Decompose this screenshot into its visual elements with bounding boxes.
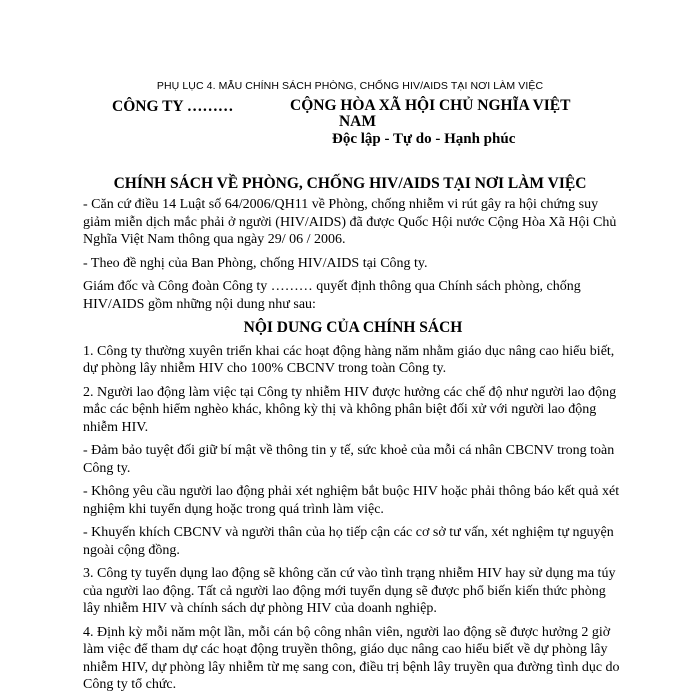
preamble-proposal: - Theo đề nghị của Ban Phòng, chống HIV/AIDS tại Công ty. (83, 255, 428, 271)
section-heading: NỘI DUNG CỦA CHÍNH SÁCH (243, 319, 463, 336)
policy-subitem-confidentiality: - Đảm bảo tuyệt đối giữ bí mật về thông tin y tế, sức khoẻ của mỗi cá nhân CBCNV trong toàn Công ty. (83, 443, 615, 476)
preamble-legal-basis: - Căn cứ điều 14 Luật số 64/2006/QH11 về Phòng, chống nhiễm vi rút gây ra hội chứng suy giảm miễn dịch mắc phải ở người (HIV/AIDS) đã được Quốc Hội nước Cộng Hòa Xã Hội Chủ Nghĩa Việt Nam thông qua ngày 29/ 06 / 2006. (83, 197, 617, 247)
national-title-line1: CỘNG HÒA XÃ HỘI CHỦ NGHĨA VIỆT (290, 97, 571, 114)
national-motto: Độc lập - Tự do - Hạnh phúc (332, 131, 516, 147)
preamble-decision: Giám đốc và Công đoàn Công ty ……… quyết định thông qua Chính sách phòng, chống HIV/AIDS gồm những nội dung như sau: (83, 279, 581, 312)
company-name: CÔNG TY ……… (112, 98, 234, 115)
policy-item-3: 3. Công ty tuyển dụng lao động sẽ không căn cứ vào tình trạng nhiễm HIV hay sử dụng ma túy của người lao động. Tất cả người lao động mới tuyển dụng sẽ được phổ biến kiến thức phòng lây nhiễm HIV và chính sách dự phòng HIV của doanh nghiệp. (83, 566, 616, 616)
policy-item-2: 2. Người lao động làm việc tại Công ty nhiễm HIV được hưởng các chế độ như người lao động mắc các bệnh hiểm nghèo khác, không kỳ thị và không phân biệt đối xử với người lao động nhiễm HIV. (83, 384, 617, 435)
policy-subitem-voluntary-counseling: - Khuyến khích CBCNV và người thân của họ tiếp cận các cơ sở tư vấn, xét nghiệm tự nguyện ngoài cộng đồng. (83, 525, 614, 558)
document-body (83, 196, 623, 700)
policy-item-1: 1. Công ty thường xuyên triển khai các hoạt động hàng năm nhằm giáo dục nâng cao hiểu biết, dự phòng lây nhiễm HIV cho 100% CBCNV trong toàn Công ty. (83, 343, 615, 376)
policy-subitem-no-mandatory-test: - Không yêu cầu người lao động phải xét nghiệm bắt buộc HIV hoặc phải thông báo kết quả xét nghiệm khi tuyển dụng hoặc trong quá trình làm việc. (83, 484, 620, 517)
national-title-line2: NAM (338, 113, 377, 130)
policy-item-4: 4. Định kỳ mỗi năm một lần, mỗi cán bộ công nhân viên, người lao động sẽ được hưởng 2 giờ làm việc để tham dự các hoạt động truyền thông, giáo dục nâng cao hiểu biết về dự phòng lây nhiễm HIV, dự phòng lây nhiễm từ mẹ sang con, điều trị bệnh lây truyền qua đường tình dục do Công ty tổ chức. (83, 624, 620, 692)
document-title: CHÍNH SÁCH VỀ PHÒNG, CHỐNG HIV/AIDS TẠI NƠI LÀM VIỆC (113, 175, 587, 192)
appendix-title: PHỤ LỤC 4. MẪU CHÍNH SÁCH PHÒNG, CHỐNG HIV/AIDS TẠI NƠI LÀM VIỆC (156, 80, 544, 92)
national-title (290, 98, 580, 130)
